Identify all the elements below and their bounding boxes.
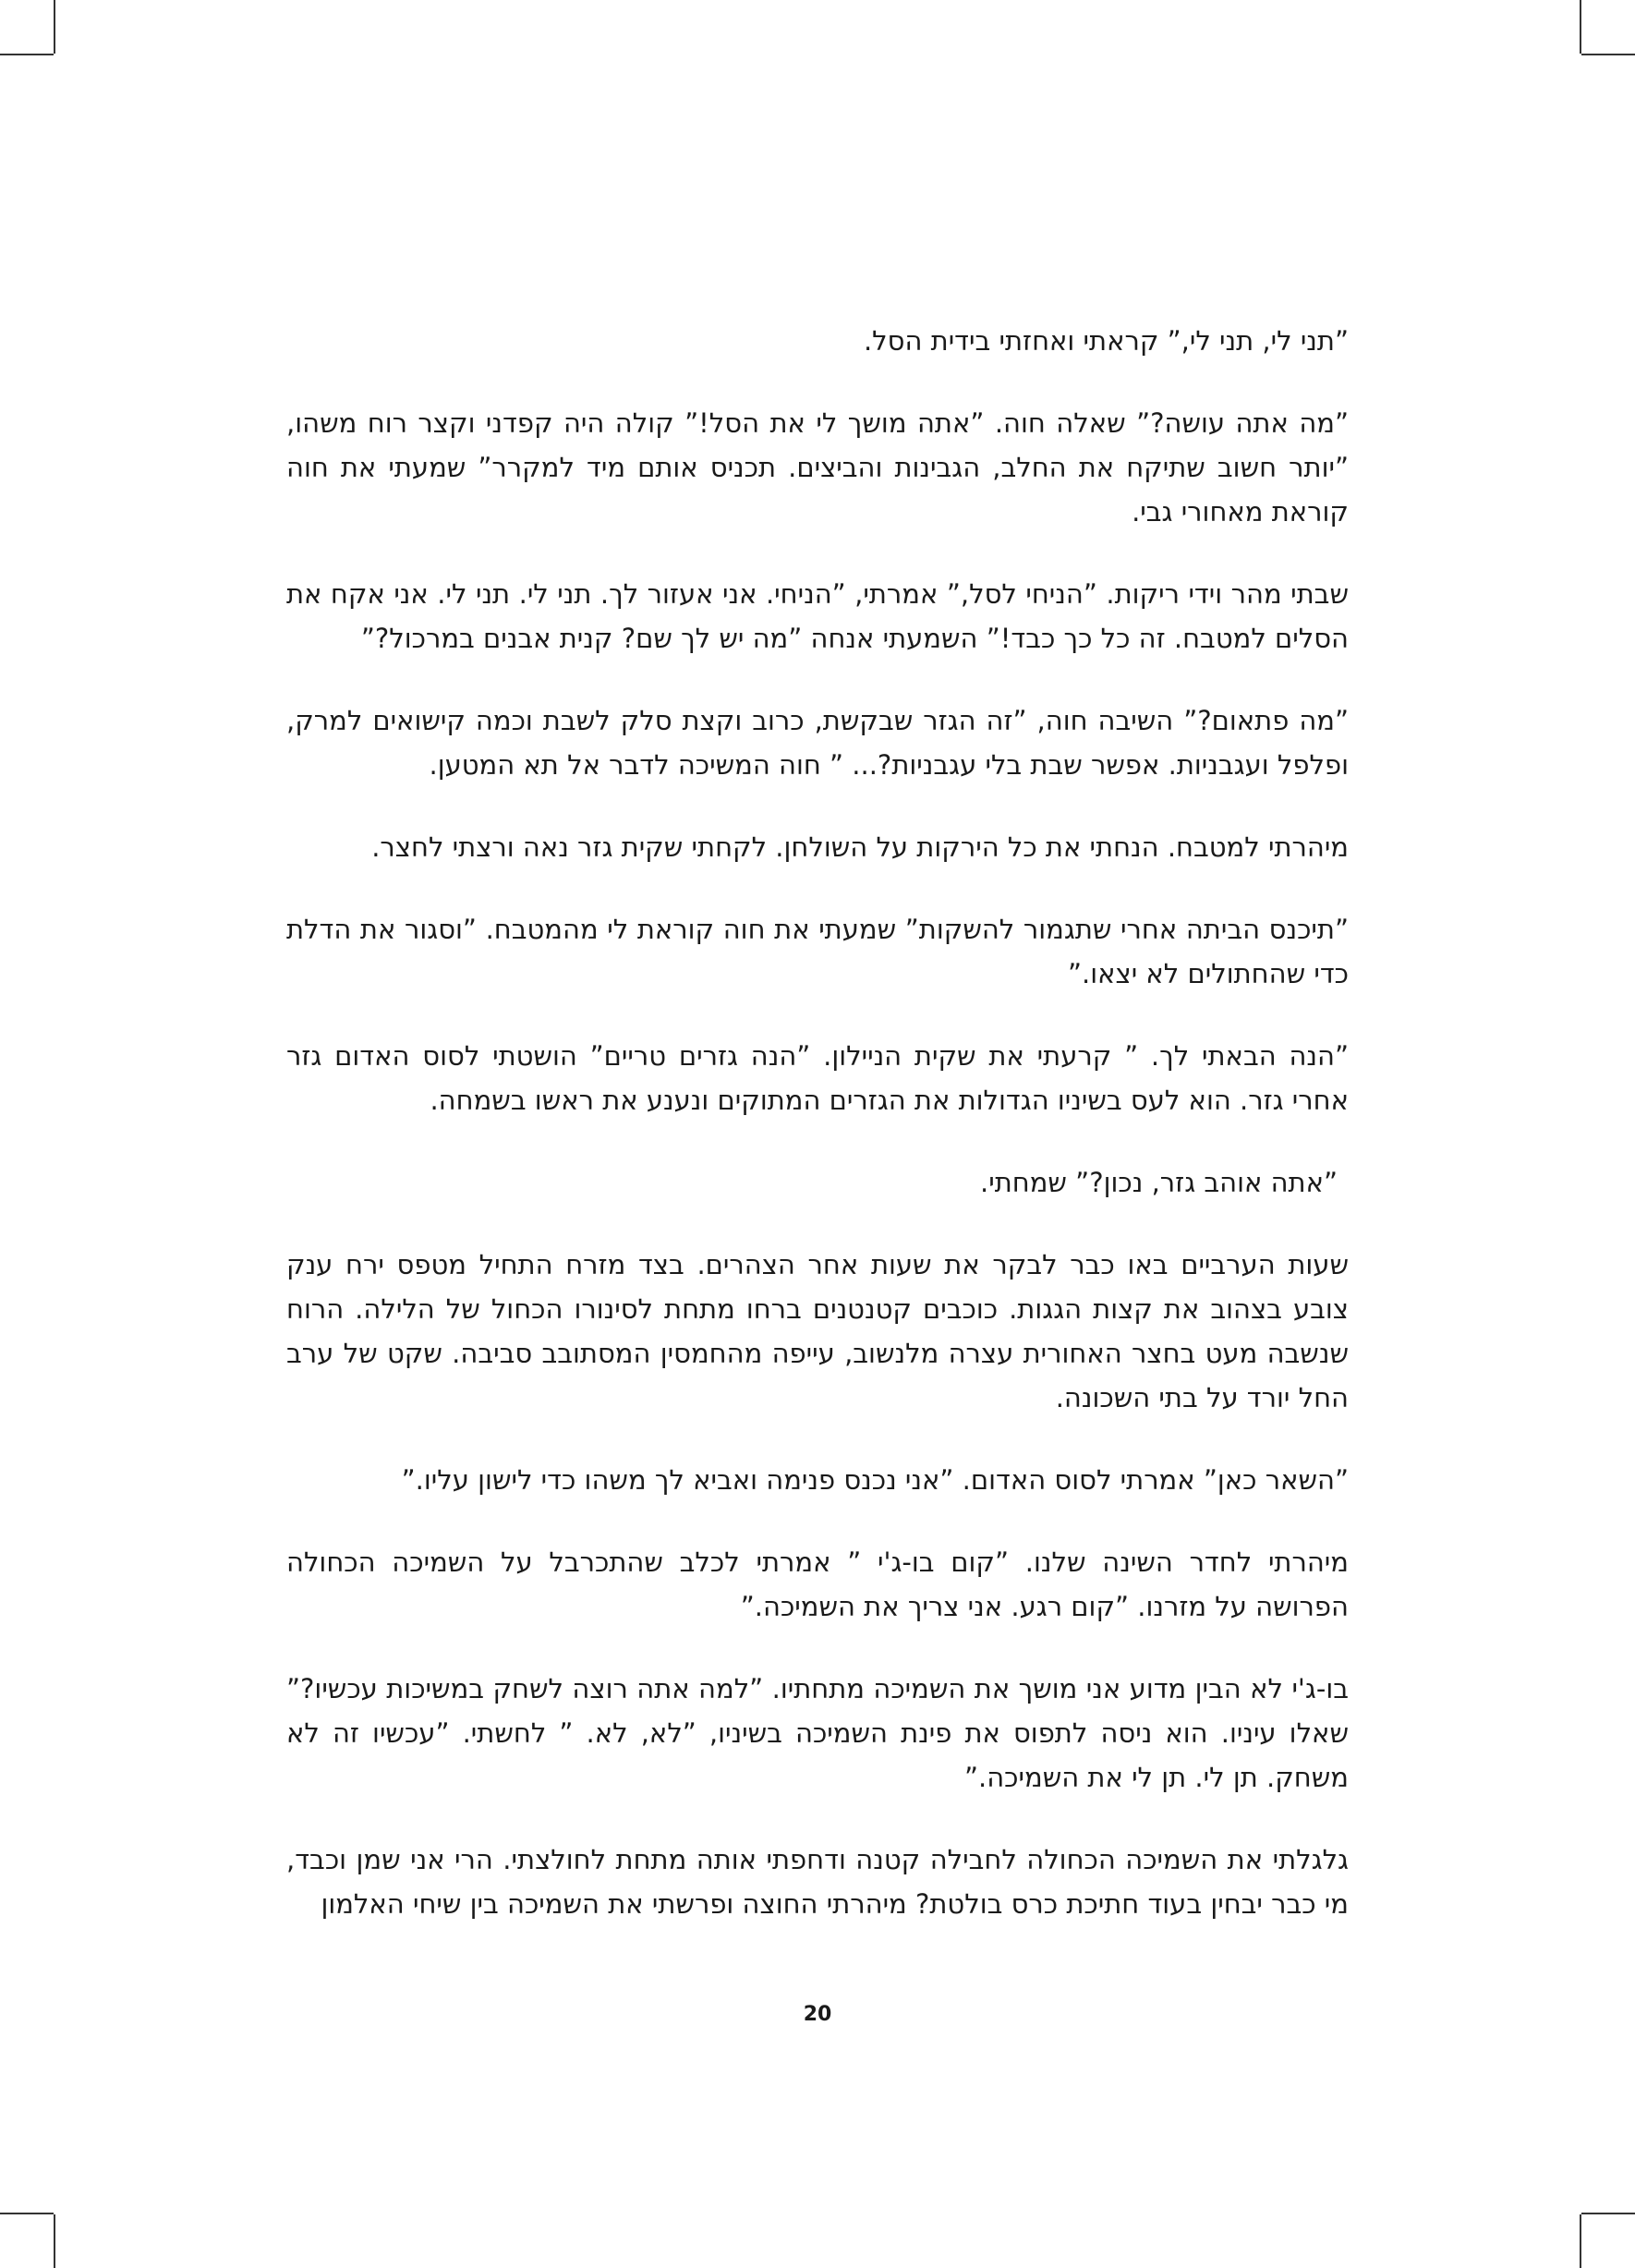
paragraph-10: ”השאר כאן” אמרתי לסוס האדום. ”אני נכנס פנימה ואביא לך משהו כדי לישון עליו.” <box>401 1464 1349 1496</box>
body-text <box>286 319 1349 1926</box>
crop-mark-top-left-horizontal <box>0 54 54 55</box>
paragraph-3: שבתי מהר וידי ריקות. ”הניחי לסל,” אמרתי, ”הניחי. אני אעזור לך. תני לי. תני לי. אני אקח את הסלים למטבח. זה כל כך כבד!” השמעתי אנחה ”מה יש לך שם? קנית אבנים במרכול?” <box>286 578 1349 654</box>
paragraph-5: מיהרתי למטבח. הנחתי את כל הירקות על השולחן. לקחתי שקית גזר נאה ורצתי לחצר. <box>371 831 1349 863</box>
paragraph-9: שעות הערביים באו כבר לבקר את שעות אחר הצהרים. בצד מזרח התחיל מטפס ירח ענק צובע בצהוב את קצות הגגות. כוכבים קטנטנים ברחו מתחת לסינורו הכחול של הלילה. הרוח שנשבה מעט בחצר האחורית עצרה מלנשוב, עייפה מהחמסין המסתובב סביבה. שקט של ערב החל יורד על בתי השכונה. <box>286 1249 1349 1413</box>
paragraph-8: ”אתה אוהב גזר, נכון?” שמחתי. <box>980 1167 1338 1198</box>
paragraph-6: ”תיכנס הביתה אחרי שתגמור להשקות” שמעתי את חוה קוראת לי מהמטבח. ”וסגור את הדלת כדי שהחתולים לא יצאו.” <box>286 914 1349 989</box>
crop-mark-bottom-left-vertical <box>54 2214 55 2268</box>
crop-mark-bottom-left-horizontal <box>0 2213 54 2214</box>
paragraph-2: ”מה אתה עושה?” שאלה חוה. ”אתה מושך לי את הסל!” קולה היה קפדני וקצר רוח משהו, ”יותר חשוב שתיקח את החלב, הגבינות והביצים. תכניס אותם מיד למקרר” שמעתי את חוה קוראת מאחורי גבי. <box>286 407 1349 528</box>
crop-mark-top-right-vertical <box>1580 0 1581 54</box>
page-number: 20 <box>803 2003 832 2026</box>
crop-mark-top-right-horizontal <box>1581 54 1635 55</box>
crop-mark-bottom-right-vertical <box>1580 2214 1581 2268</box>
paragraph-12: בו-ג'י לא הבין מדוע אני מושך את השמיכה מתחתיו. ”למה אתה רוצה לשחק במשיכות עכשיו?” שאלו עיניו. הוא ניסה לתפוס את פינת השמיכה בשיניו, ”לא, לא. ” לחשתי. ”עכשיו זה לא משחק. תן לי. תן לי את השמיכה.” <box>286 1673 1349 1793</box>
paragraph-11: מיהרתי לחדר השינה שלנו. ”קום בו-ג'י ” אמרתי לכלב שהתכרבל על השמיכה הכחולה הפרושה על מזרנו. ”קום רגע. אני צריך את השמיכה.” <box>286 1546 1349 1622</box>
paragraph-7: ”הנה הבאתי לך. ” קרעתי את שקית הניילון. ”הנה גזרים טריים” הושטתי לסוס האדום גזר אחרי גזר. הוא לעס בשיניו הגדולות את הגזרים המתוקים ונענע את ראשו בשמחה. <box>286 1040 1349 1116</box>
crop-mark-top-left-vertical <box>54 0 55 54</box>
crop-mark-bottom-right-horizontal <box>1581 2213 1635 2214</box>
paragraph-1: ”תני לי, תני לי,” קראתי ואחזתי בידית הסל. <box>863 325 1349 357</box>
paragraph-13: גלגלתי את השמיכה הכחולה לחבילה קטנה ודחפתי אותה מתחת לחולצתי. הרי אני שמן וכבד, מי כבר יבחין בעוד חתיכת כרס בולטת? מיהרתי החוצה ופרשתי את השמיכה בין שיחי האלמון <box>286 1844 1349 1920</box>
paragraph-4: ”מה פתאום?” השיבה חוה, ”זה הגזר שבקשת, כרוב וקצת סלק לשבת וכמה קישואים למרק, ופלפל ועגבניות. אפשר שבת בלי עגבניות?... ” חוה המשיכה לדבר אל תא המטען. <box>286 705 1349 781</box>
